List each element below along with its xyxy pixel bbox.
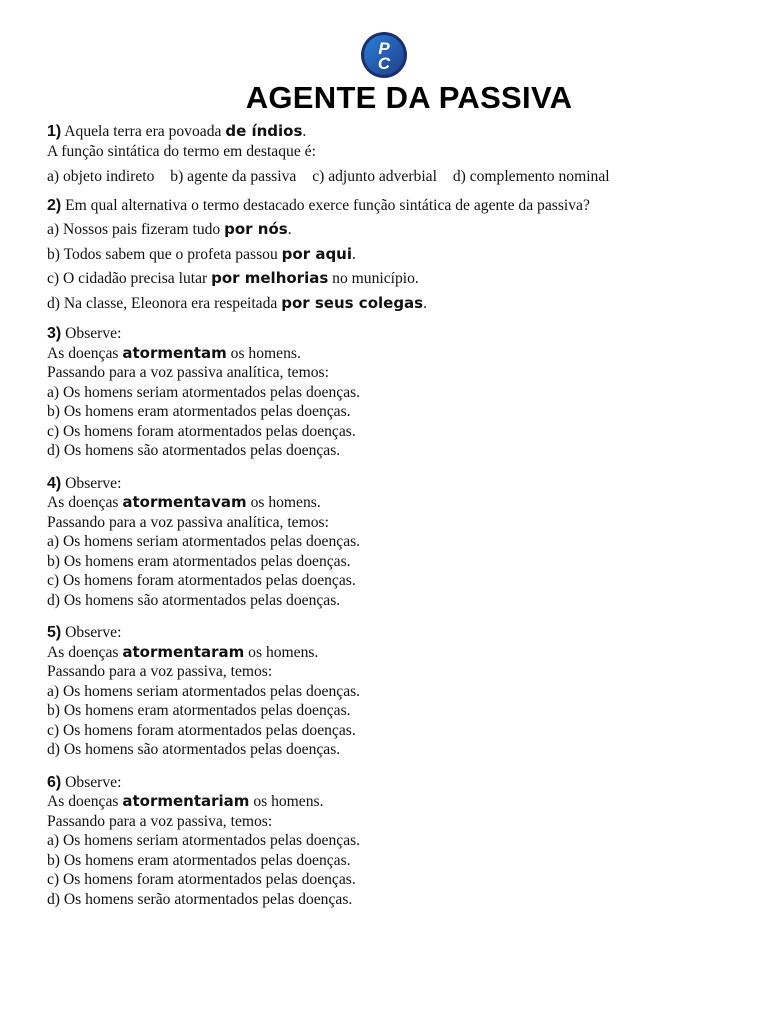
question-4-prompt: Passando para a voz passiva analítica, temos: [47,513,329,531]
option-a: a) Os homens seriam atormentados pelas doenças. [47,383,361,401]
option-a: a) Os homens seriam atormentados pelas doenças. [47,832,361,849]
highlighted-term: de índios [225,122,303,140]
logo-letter-c: C [377,54,391,73]
question-1-stem: 1) Aquela terra era povoada de índios. [47,122,307,140]
question-1-prompt: A função sintática do termo em destaque é: [47,142,316,160]
question-5 [47,623,747,760]
option-a: a) Os homens seriam atormentados pelas doenças. [47,533,361,550]
highlighted-verb: atormentariam [122,792,250,810]
option-b: b) Os homens eram atormentados pelas doenças. [47,702,351,719]
option-b: b) Os homens eram atormentados pelas doenças. [47,403,351,420]
option-c: c) Os homens foram atormentados pelas doenças. [47,572,356,589]
question-3-prompt: Passando para a voz passiva analítica, temos: [47,364,329,381]
question-number: 6) [47,773,62,791]
option-a: a) Nossos pais fizeram tudo por nós. [47,220,292,238]
option-b: b) Os homens eram atormentados pelas doenças. [47,851,351,869]
highlighted-verb: atormentavam [122,493,247,511]
option-d: d) Os homens serão atormentados pelas doenças. [47,890,353,908]
option-c: c) O cidadão precisa lutar por melhorias no município. [47,269,419,287]
question-1-options [47,167,747,187]
question-number: 3) [47,325,62,342]
pc-logo-icon [360,31,408,79]
option-a: a) objeto indireto [47,168,155,185]
question-number: 1) [47,123,62,140]
question-2 [47,196,747,314]
option-b: b) Os homens eram atormentados pelas doenças. [47,552,351,570]
questions [47,122,747,909]
question-1 [47,122,747,187]
question-5-sentence: As doenças atormentaram os homens. [47,642,319,661]
question-6-sentence: As doenças atormentariam os homens. [47,792,324,810]
highlighted-term: por melhorias [211,269,329,287]
question-4-sentence: As doenças atormentavam os homens. [47,493,321,511]
option-b: b) Todos sabem que o profeta passou por aqui. [47,244,356,263]
option-d: d) Os homens são atormentados pelas doenças. [47,591,341,609]
highlighted-term: por seus colegas [281,293,424,312]
option-c: c) Os homens foram atormentados pelas doenças. [47,871,356,888]
question-number: 5) [47,624,62,641]
option-c: c) Os homens foram atormentados pelas doenças. [47,721,356,739]
highlighted-verb: atormentam [122,343,227,362]
option-b: b) agente da passiva [170,168,297,185]
question-3-stem: 3) Observe: [47,325,122,342]
question-4 [47,474,747,611]
question-3 [47,324,747,461]
question-2-stem: 2) Em qual alternativa o termo destacado exerce função sintática de agente da passiva? [47,196,590,214]
question-5-stem: 5) Observe: [47,624,122,641]
question-number: 2) [47,196,62,214]
option-d: d) Os homens são atormentados pelas doenças. [47,741,341,758]
question-6-prompt: Passando para a voz passiva, temos: [47,812,273,830]
logo-letter-p: P [378,39,390,58]
question-number: 4) [47,474,62,492]
question-6-stem: 6) Observe: [47,773,122,791]
question-6 [47,773,747,910]
question-5-prompt: Passando para a voz passiva, temos: [47,663,273,680]
highlighted-term: por aqui [281,244,352,263]
page-title: AGENTE DA PASSIVA [245,80,573,115]
option-d: d) Na classe, Eleonora era respeitada por seus colegas. [47,293,428,312]
question-3-sentence: As doenças atormentam os homens. [47,343,301,362]
option-c: c) Os homens foram atormentados pelas doenças. [47,422,356,440]
highlighted-term: por nós [224,220,288,238]
option-a: a) Os homens seriam atormentados pelas doenças. [47,682,361,700]
option-d: d) Os homens são atormentados pelas doenças. [47,442,341,459]
highlighted-verb: atormentaram [122,642,245,661]
question-4-stem: 4) Observe: [47,474,122,492]
option-d: d) complemento nominal [452,168,610,185]
option-c: c) adjunto adverbial [312,168,437,185]
